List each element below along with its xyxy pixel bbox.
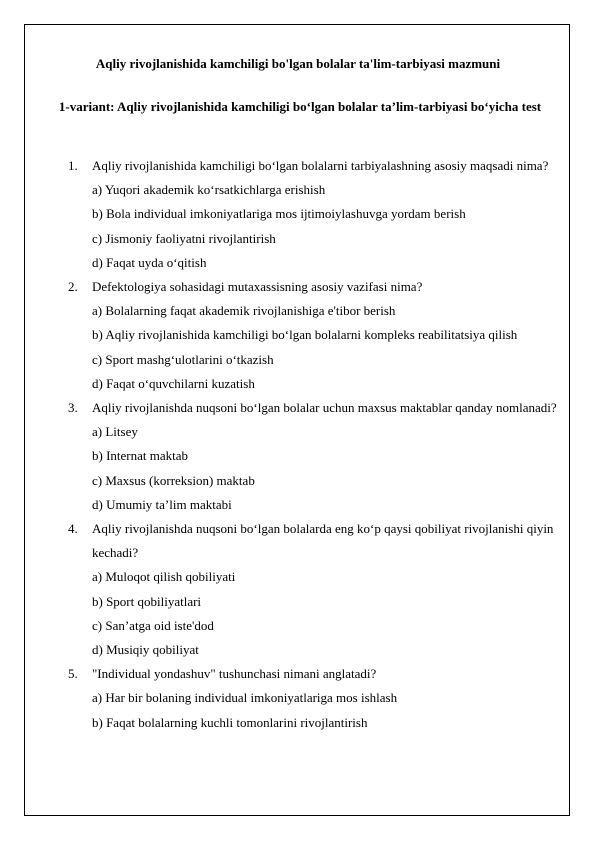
answer-option: d) Musiqiy qobiliyat xyxy=(92,642,199,658)
document-subtitle: 1-variant: Aqliy rivojlanishida kamchiligi bo‘lgan bolalar ta’lim-tarbiyasi bo‘yicha test xyxy=(58,99,542,114)
answer-option: b) Sport qobiliyatlari xyxy=(92,593,202,609)
answer-option: a) Bolalarning faqat akademik rivojlanishiga e'tibor berish xyxy=(92,303,396,319)
question-text: Defektologiya sohasidagi mutaxassisning asosiy vazifasi nima? xyxy=(92,279,423,295)
question-item xyxy=(68,517,568,662)
answer-option: a) Yuqori akademik ko‘rsatkichlarga erishish xyxy=(92,182,326,198)
question-item xyxy=(68,154,568,275)
question-item xyxy=(68,662,568,735)
question-text: "Individual yondashuv" tushunchasi nimani anglatadi? xyxy=(92,666,377,682)
answer-option: b) Internat maktab xyxy=(92,448,189,464)
question-number: 1. xyxy=(68,158,78,173)
question-item xyxy=(68,275,568,396)
answer-option: c) San’atga oid iste'dod xyxy=(92,617,214,633)
answer-option: b) Faqat bolalarning kuchli tomonlarini rivojlantirish xyxy=(92,714,368,730)
answer-option: a) Litsey xyxy=(92,424,138,440)
answer-option: a) Muloqot qilish qobiliyati xyxy=(92,569,236,585)
answer-option: b) Aqliy rivojlanishida kamchiligi bo‘lgan bolalarni kompleks reabilitatsiya qilish xyxy=(92,327,518,343)
answer-option: d) Umumiy ta’lim maktabi xyxy=(92,496,232,512)
question-number: 5. xyxy=(68,666,78,682)
answer-option: c) Sport mashg‘ulotlarini o‘tkazish xyxy=(92,351,274,367)
answer-option: a) Har bir bolaning individual imkoniyatlariga mos ishlash xyxy=(92,690,398,706)
question-item xyxy=(68,396,568,517)
answer-option: c) Maxsus (korreksion) maktab xyxy=(92,472,255,488)
document-title: Aqliy rivojlanishida kamchiligi bo'lgan bolalar ta'lim-tarbiyasi mazmuni xyxy=(95,56,501,71)
question-text: Aqliy rivojlanishda nuqsoni bo‘lgan bolalar uchun maxsus maktablar qanday nomlanadi? xyxy=(92,400,557,416)
question-text: Aqliy rivojlanishda nuqsoni bo‘lgan bolalarda eng ko‘p qaysi qobiliyat rivojlanishi qiyin kechadi? xyxy=(92,521,554,561)
answer-option: d) Faqat uyda o‘qitish xyxy=(92,254,207,270)
answer-option: b) Bola individual imkoniyatlariga mos ijtimoiylashuvga yordam berish xyxy=(92,206,466,222)
question-text: Aqliy rivojlanishida kamchiligi bo‘lgan bolalarni tarbiyalashning asosiy maqsadi nima? xyxy=(92,158,549,173)
question-number: 4. xyxy=(68,521,78,537)
question-number: 3. xyxy=(68,400,78,416)
answer-option: d) Faqat o‘quvchilarni kuzatish xyxy=(92,375,255,391)
answer-option: c) Jismoniy faoliyatni rivojlantirish xyxy=(92,230,276,246)
question-list xyxy=(68,154,568,735)
question-number: 2. xyxy=(68,279,78,295)
